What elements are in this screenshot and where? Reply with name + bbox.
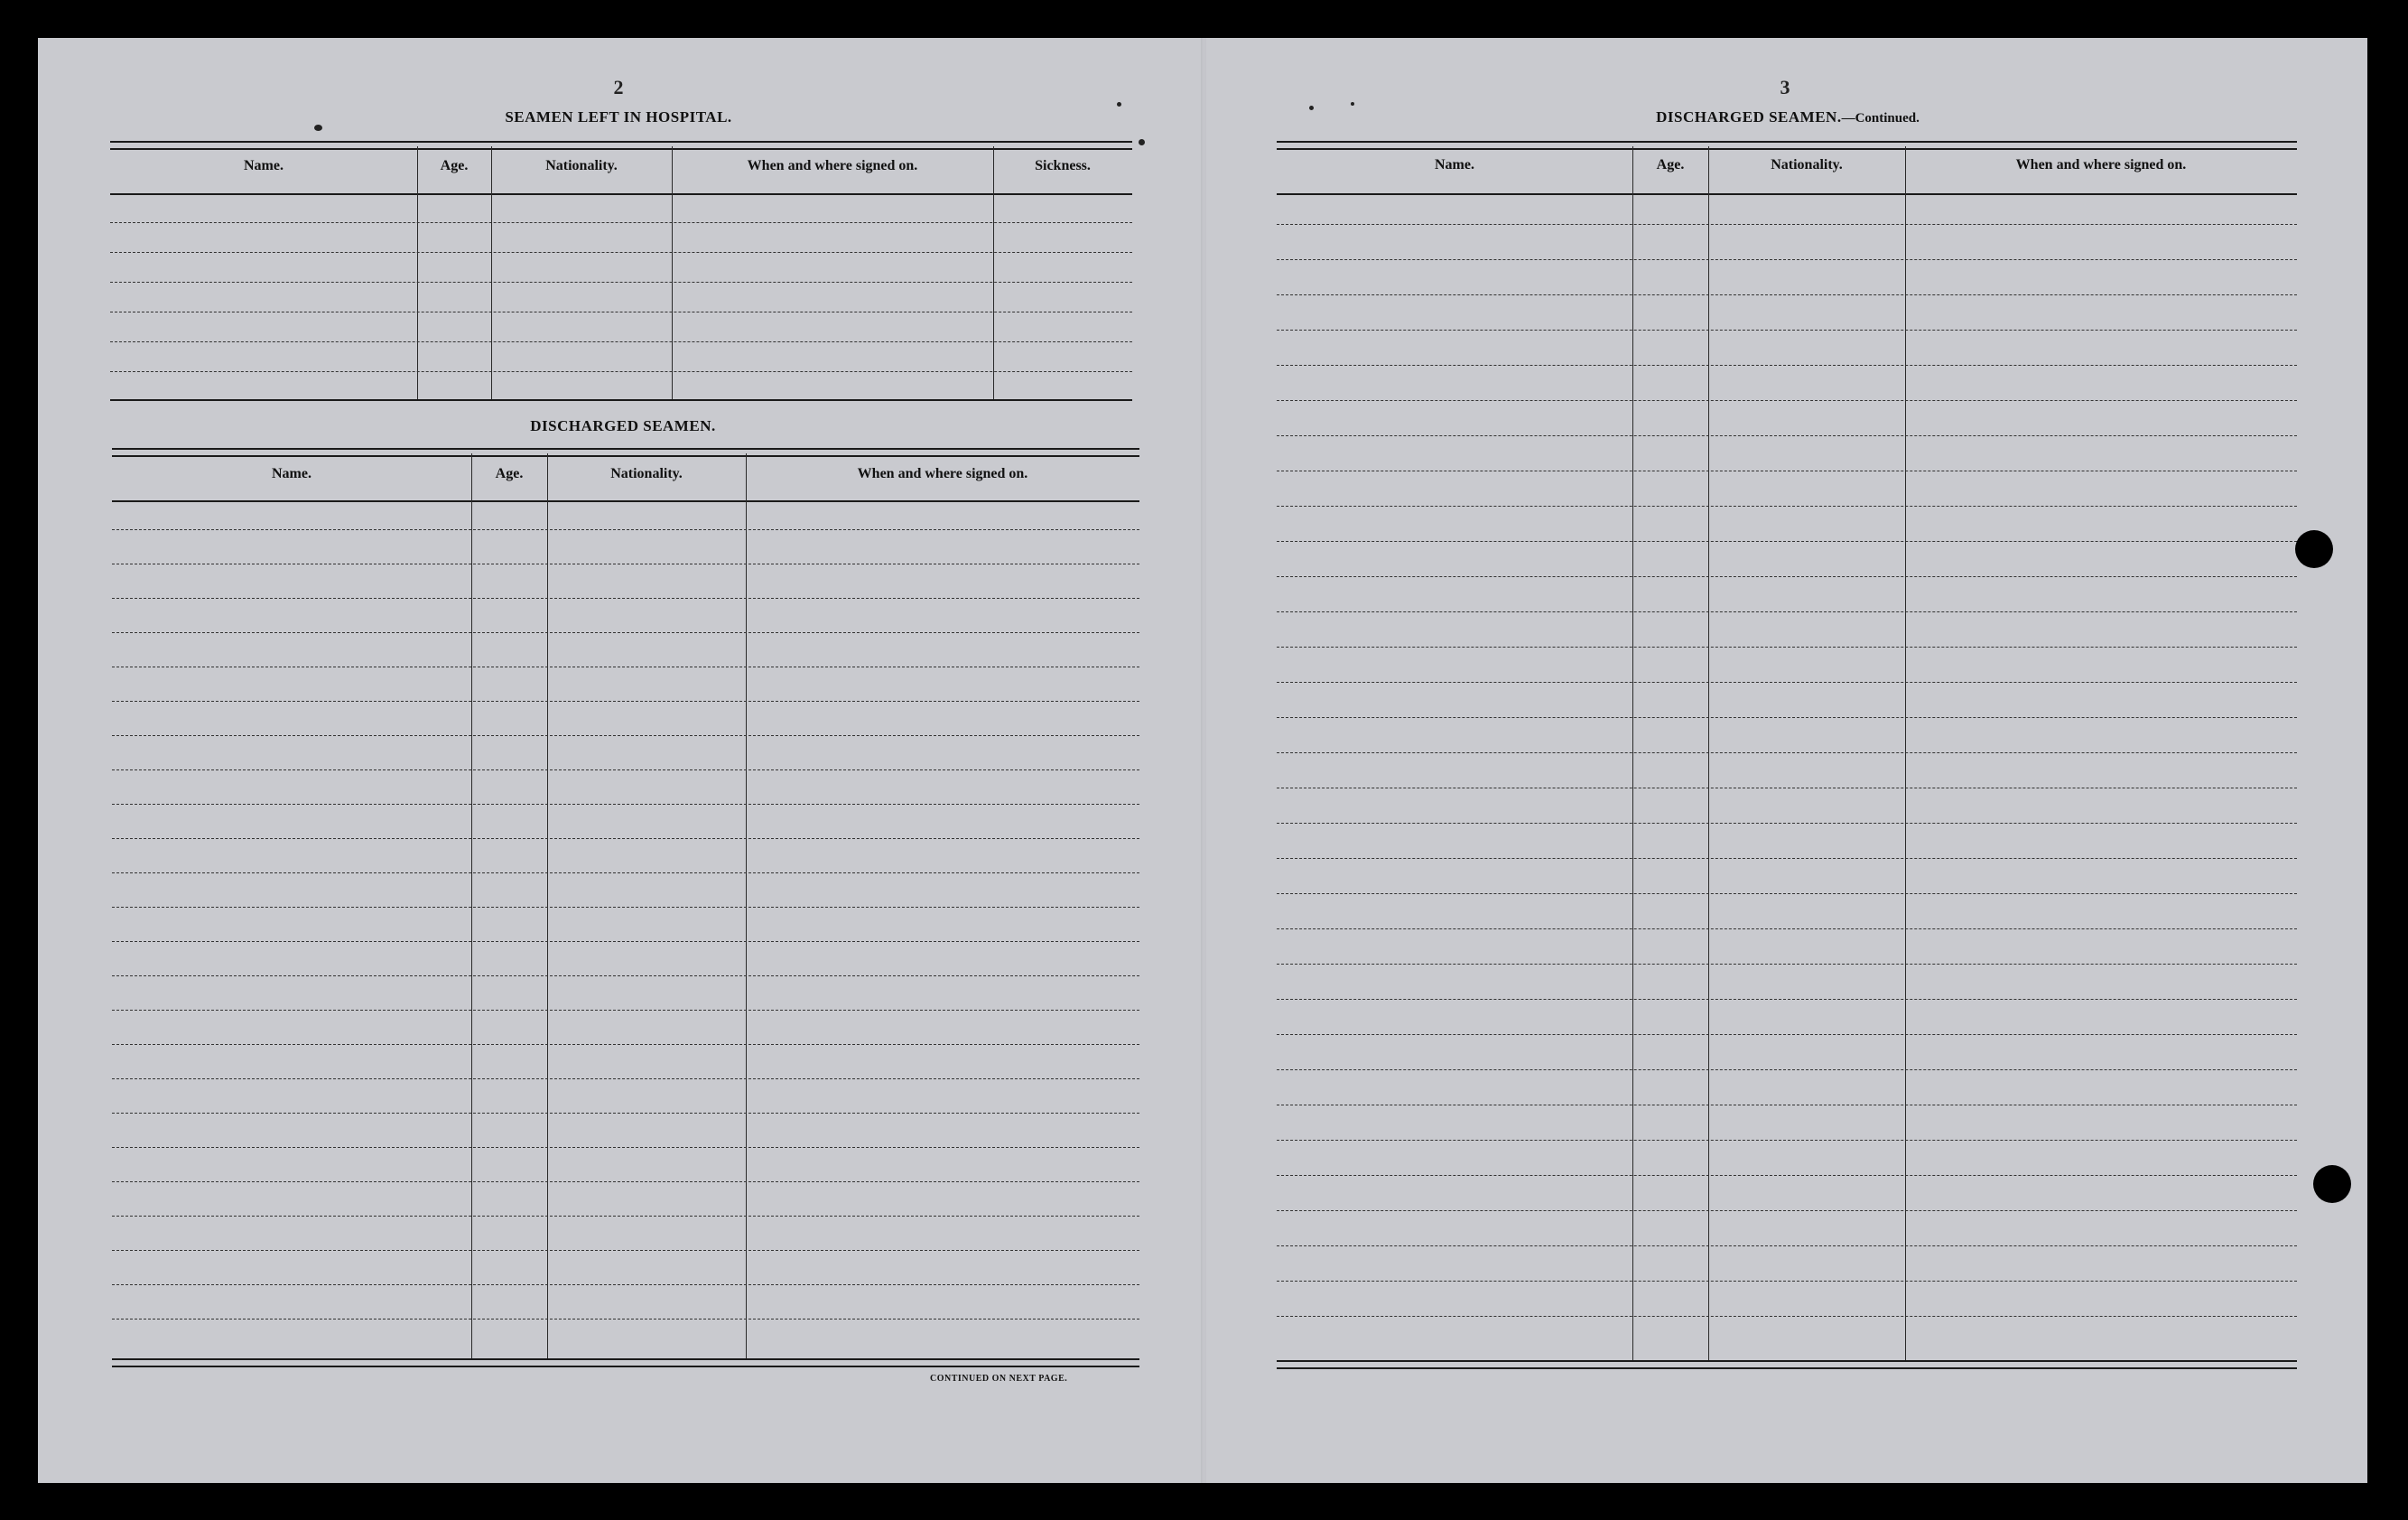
entry-line	[1277, 682, 2297, 683]
column-header-age: Age.	[1656, 157, 1685, 173]
column-divider	[1632, 146, 1633, 1362]
table-top-rule	[1277, 141, 2297, 150]
column-divider	[1708, 146, 1709, 1362]
entry-line	[112, 1250, 1139, 1251]
column-header-nationality: Nationality.	[610, 466, 683, 481]
entry-line	[112, 1181, 1139, 1182]
discharged-section-title: DISCHARGED SEAMEN.	[530, 417, 716, 434]
column-divider	[746, 453, 747, 1358]
entry-line	[1277, 611, 2297, 612]
column-divider	[993, 146, 994, 399]
column-divider	[491, 146, 492, 399]
scan-speck	[1117, 102, 1121, 107]
table-bottom-rule	[1277, 1360, 2297, 1369]
entry-line	[110, 282, 1132, 283]
entry-line	[112, 1216, 1139, 1217]
entry-line	[112, 975, 1139, 976]
table-bottom-rule	[112, 1358, 1139, 1367]
entry-line	[112, 632, 1139, 633]
continued-note: CONTINUED ON NEXT PAGE.	[930, 1374, 1068, 1384]
section-title-suffix: —Continued.	[1841, 111, 1920, 126]
entry-line	[112, 598, 1139, 599]
scan-speck	[1309, 106, 1314, 110]
entry-line	[112, 907, 1139, 908]
column-header-name: Name.	[244, 158, 284, 173]
column-divider	[1905, 146, 1906, 1362]
entry-line	[1277, 1210, 2297, 1211]
column-header-age: Age.	[440, 158, 469, 173]
entry-line	[1277, 435, 2297, 436]
table-top-rule	[112, 448, 1139, 457]
entry-line	[112, 1147, 1139, 1148]
column-header-name: Name.	[272, 466, 311, 481]
entry-line	[1277, 1034, 2297, 1035]
entry-line	[1277, 717, 2297, 718]
entry-line	[112, 1284, 1139, 1285]
entry-line	[110, 222, 1132, 223]
header-underline	[110, 193, 1132, 195]
section-title-text: DISCHARGED SEAMEN.	[1656, 108, 1842, 126]
entry-line	[1277, 752, 2297, 753]
entry-line	[1277, 365, 2297, 366]
entry-line	[112, 701, 1139, 702]
entry-line	[1277, 1140, 2297, 1141]
entry-line	[1277, 823, 2297, 824]
column-header-signed-on: When and where signed on.	[857, 466, 1028, 481]
entry-line	[1277, 964, 2297, 965]
entry-line	[1277, 647, 2297, 648]
page-number-left: 2	[613, 76, 624, 98]
entry-line	[112, 804, 1139, 805]
entry-line	[1277, 999, 2297, 1000]
column-divider	[672, 146, 673, 399]
scan-speck	[1139, 139, 1145, 145]
scan-speck	[314, 125, 322, 131]
entry-line	[110, 371, 1132, 372]
discharged-continued-table	[1277, 141, 2297, 1369]
column-divider	[547, 453, 548, 1358]
scan-speck	[1351, 102, 1354, 106]
entry-line	[112, 872, 1139, 873]
entry-line	[112, 1010, 1139, 1011]
column-divider	[417, 146, 418, 399]
header-underline	[112, 500, 1139, 502]
table-top-rule	[110, 141, 1132, 150]
entry-line	[1277, 1281, 2297, 1282]
entry-line	[1277, 541, 2297, 542]
column-header-age: Age.	[495, 466, 524, 481]
page-number-right: 3	[1780, 76, 1790, 98]
entry-line	[112, 1078, 1139, 1079]
entry-line	[1277, 224, 2297, 225]
discharged-table	[112, 448, 1139, 1369]
column-header-signed-on: When and where signed on.	[2015, 157, 2187, 173]
entry-line	[112, 529, 1139, 530]
hospital-table	[110, 141, 1132, 403]
entry-line	[1277, 1245, 2297, 1246]
column-header-signed-on: When and where signed on.	[747, 158, 918, 173]
entry-line	[110, 341, 1132, 342]
entry-line	[1277, 576, 2297, 577]
center-fold	[1201, 38, 1206, 1483]
punch-hole-upper	[2295, 530, 2333, 568]
entry-line	[1277, 294, 2297, 295]
column-divider	[471, 453, 472, 1358]
entry-line	[112, 1044, 1139, 1045]
entry-line	[1277, 893, 2297, 894]
entry-line	[1277, 1316, 2297, 1317]
column-header-nationality: Nationality.	[545, 158, 618, 173]
entry-line	[1277, 1069, 2297, 1070]
hospital-section-title: SEAMEN LEFT IN HOSPITAL.	[505, 108, 732, 126]
table-bottom-rule	[110, 399, 1132, 401]
column-header-sickness: Sickness.	[1035, 158, 1091, 173]
entry-line	[112, 769, 1139, 770]
entry-line	[112, 838, 1139, 839]
entry-line	[110, 252, 1132, 253]
entry-line	[1277, 400, 2297, 401]
entry-line	[1277, 858, 2297, 859]
column-header-nationality: Nationality.	[1771, 157, 1843, 173]
entry-line	[112, 941, 1139, 942]
entry-line	[112, 1319, 1139, 1320]
entry-line	[112, 1113, 1139, 1114]
entry-line	[1277, 1175, 2297, 1176]
entry-line	[1277, 330, 2297, 331]
discharged-continued-title	[1553, 108, 2022, 126]
punch-hole-lower	[2313, 1165, 2351, 1203]
entry-line	[1277, 259, 2297, 260]
column-header-name: Name.	[1435, 157, 1474, 173]
entry-line	[1277, 506, 2297, 507]
entry-line	[112, 735, 1139, 736]
entry-line	[1277, 928, 2297, 929]
header-underline	[1277, 193, 2297, 195]
